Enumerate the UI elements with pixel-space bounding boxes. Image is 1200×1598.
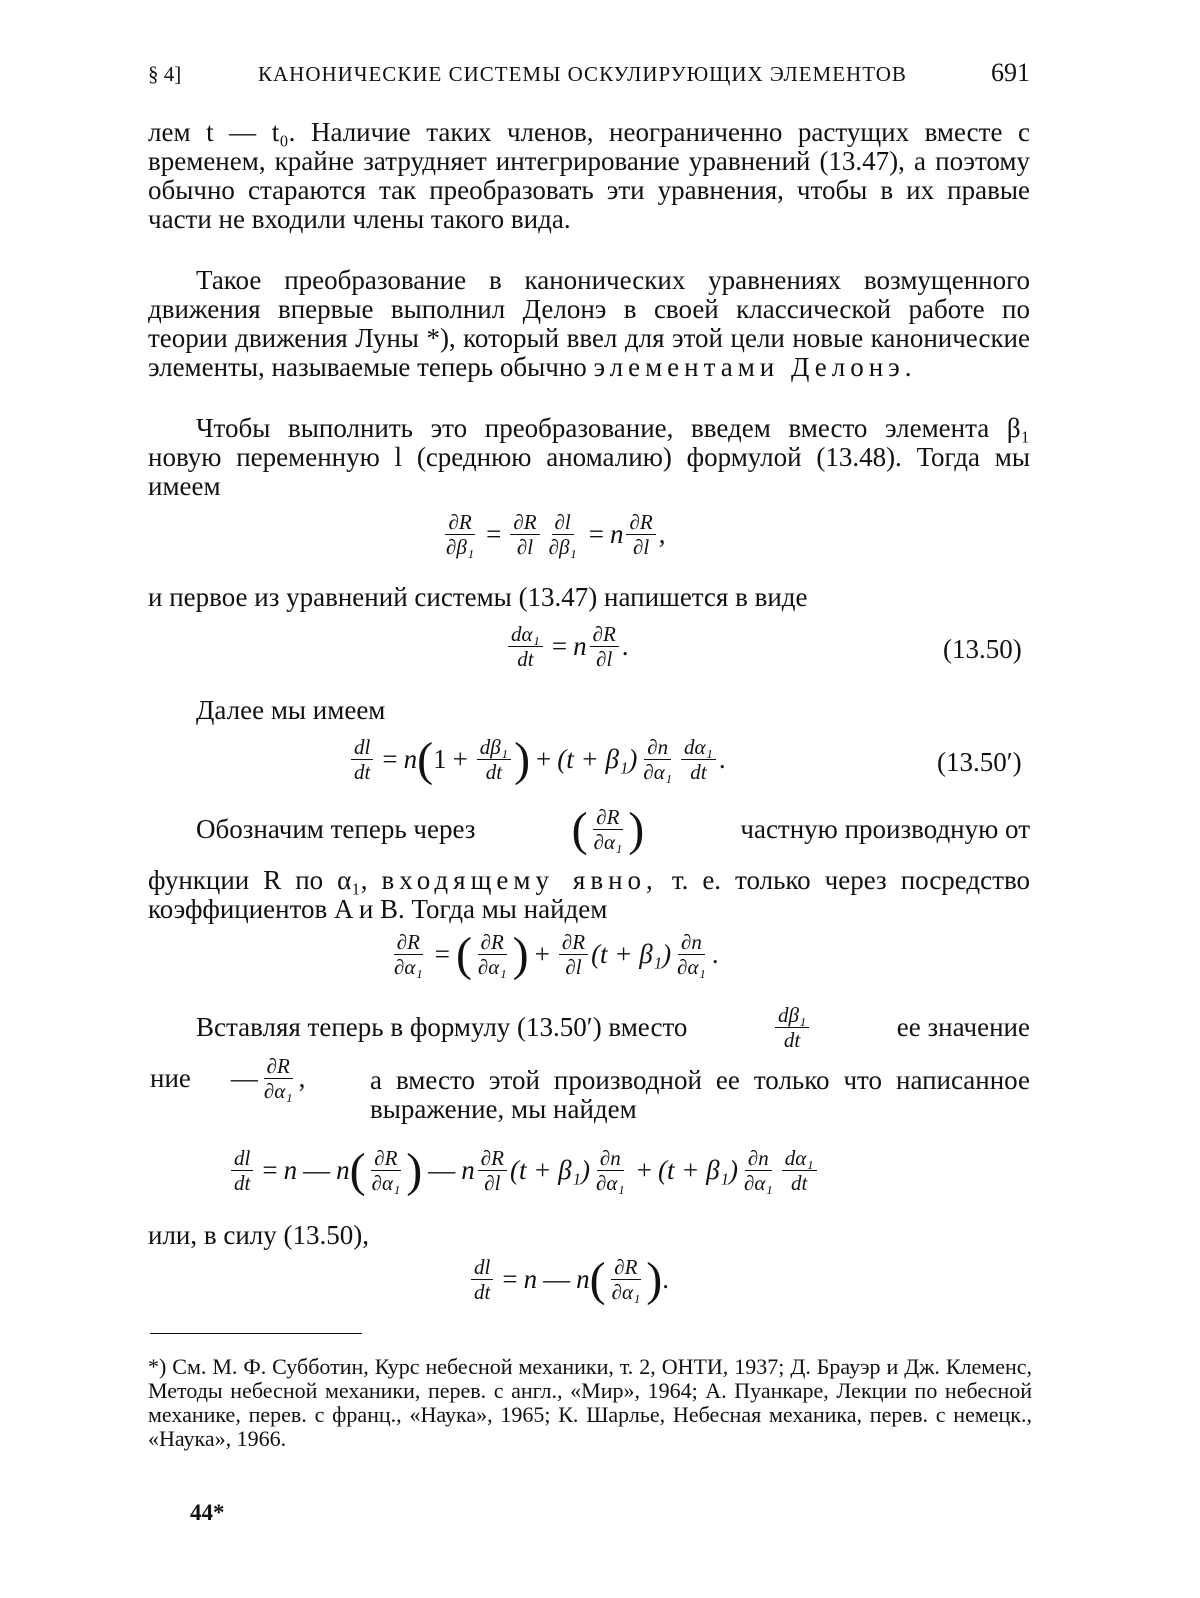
paragraph-4: и первое из уравнений системы (13.47) напишется в виде (148, 582, 808, 612)
equation-13-50-prime: $\frac{dl}{dt}$ = n ( 1 + $\frac{\text{dβ₁}}{dt}$ ) + (t + β₁) $\frac{\partial n}{\text{∂α₁}}$ $\frac{\text{dα₁}}{dt}$ . (348, 735, 726, 784)
paragraph-5: Далее мы имеем (196, 695, 386, 725)
spaced-term: элементами Делонэ (593, 352, 905, 382)
footnote: *) См. М. Ф. Субботин, Курс небесной механики, т. 2, ОНТИ, 1937; Д. Брауэр и Дж. Клеменс, Методы небесной механики, перев. с англ., «Мир», 1964; А. Пуанкаре, Лекции по небесной механике, перев. с франц., «Наука», 1965; К. Шарлье, Небесная механика, перев. с немецк., «Наука», 1966. (148, 1354, 1032, 1451)
equation-partial-alpha: $\frac{\partial R}{\text{∂α₁}}$ = ( $\frac{\partial R}{\text{∂α₁}}$ ) + $\frac{\partial R}{\partial l}$ (t + β₁) $\frac{\partial n}{\text{∂α₁}}$ . (394, 927, 719, 981)
paragraph-7-line-1: Вставляя теперь в формулу (13.50′) вместо $\frac{\text{dβ₁}}{dt}$ ее значение (196, 1003, 1030, 1052)
section-marker: § 4] (148, 62, 182, 86)
equation-dl-dt-final: $\frac{dl}{dt}$ = n — n ( $\frac{\partial R}{\text{∂α₁}}$ ) . (468, 1255, 669, 1304)
paragraph-7-line-2: ние — $\frac{\partial R}{\text{∂α₁}}$ , (150, 1054, 306, 1103)
page-number: 691 (991, 58, 1030, 87)
equation-chain-rule: $\frac{\partial R}{\text{∂β₁}}$ = $\frac{\partial R}{\partial l}$ $\frac{\partial l}{\text{∂β₁}}$ = n $\frac{\partial R}{\partial l}$ , (446, 510, 666, 559)
signature-mark: 44* (190, 1500, 225, 1525)
equation-number-13-50-prime: (13.50′) (937, 747, 1022, 777)
footnote-rule (150, 1333, 362, 1334)
equation-dl-dt-expanded: $\frac{dl}{dt}$ = n — n ( $\frac{\partial R}{\text{∂α₁}}$ ) — n $\frac{\partial R}{\partial l}$ (t + β₁) $\frac{\partial n}{\text{∂α₁}}$ + (t + β₁) $\frac{\partial n}{\text{∂α₁}}$ $\frac{\text{dα₁}}{dt}$ (228, 1146, 820, 1195)
paragraph-8: или, в силу (13.50), (148, 1220, 370, 1250)
paragraph-6-line-1: Обозначим теперь через ( $\frac{\partial R}{\text{∂α₁}}$ ) частную производную от (196, 802, 1030, 856)
paragraph-3: Чтобы выполнить это преобразование, введем вместо элемента β₁ новую переменную l (среднюю аномалию) формулой (13.48). Тогда мы имеем (148, 413, 1030, 501)
paragraph-6-rest: функции R по α₁, входящему явно, т. е. только через посредство коэффициентов A и B. Тогда мы найдем (148, 865, 1031, 924)
equation-number-13-50: (13.50) (943, 634, 1022, 664)
paragraph-2: Такое преобразование в канонических уравнениях возмущенного движения впервые выполнил Делонэ в своей классической работе по теории движения Луны *), который ввел для этой цели новые канонические элементы, называемые теперь обычно элементами Делонэ. (148, 265, 1030, 382)
running-header (148, 58, 1030, 98)
paragraph-1: лем t — t₀. Наличие таких членов, неограниченно растущих вместе с временем, крайне затрудняет интегрирование уравнений (13.47), а поэтому обычно стараются так преобразовать эти уравнения, чтобы в их правые части не входили члены такого вида. (148, 117, 1030, 234)
paragraph-7-rest: а вместо этой производной ее только что написанное выражение, мы найдем (370, 1065, 1030, 1124)
equation-13-50: $\frac{\text{dα₁}}{dt}$ = n $\frac{\partial R}{\partial l}$ . (505, 622, 629, 671)
running-title: КАНОНИЧЕСКИЕ СИСТЕМЫ ОСКУЛИРУЮЩИХ ЭЛЕМЕНТОВ (258, 62, 907, 86)
